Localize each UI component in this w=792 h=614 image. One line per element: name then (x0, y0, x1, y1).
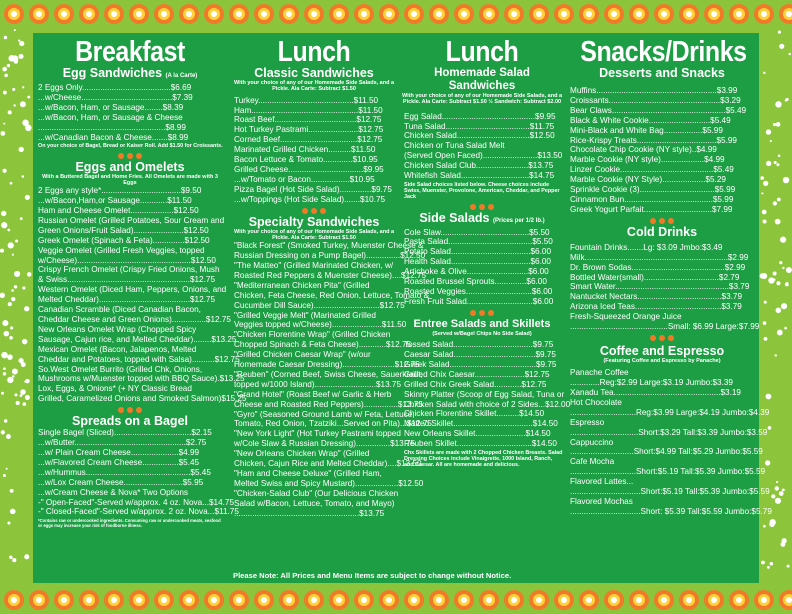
menu-item: 2 Eggs any style*...................................$9.50 (38, 186, 202, 196)
menu-item: ...w/Cream Cheese & Nova* Two Options (38, 487, 189, 497)
menu-item: Russian Omelet (Grilled Potatoes, Sour Cream and (38, 215, 225, 225)
side-salads-title: Side Salads (Prices per 1/2 lb.) (419, 210, 545, 225)
menu-item: Canadian Scramble (Diced Canadian Bacon, (38, 305, 201, 315)
menu-item: ...w/Flavored Cream Cheese................$5.45 (38, 457, 200, 467)
menu-item: ...............................Short: $5.39 Tall:$5.59 Jumbo:$5.79 (570, 506, 772, 516)
menu-panel (33, 33, 772, 583)
menu-item: ............................Short:$4.99 Tall:$5.29 Jumbo:$5.59 (570, 447, 763, 457)
menu-item: Chicken Salad................................$12.50 (404, 131, 555, 141)
divider-dots (567, 335, 757, 341)
menu-item: .............Reg:$2.99 Large:$3.19 Jumbo:$3.39 (570, 378, 733, 388)
menu-item: Linzer Cookie.........................................$5.49 (570, 165, 734, 175)
homemade-salad-list (401, 112, 563, 181)
menu-item: Chicken Salad with choice of 2 Sides...$12.00 (404, 399, 571, 409)
menu-item: Croissants.................................................$3.29 (570, 95, 741, 105)
coffee-espresso-title: Coffee and Espresso (599, 343, 725, 358)
menu-item: ...w/Lox Cream Cheese..........................$5.95 (38, 477, 204, 487)
menu-item: Panache Coffee (570, 368, 629, 378)
menu-item: Melted Cheddar)........................................$12.75 (38, 295, 216, 305)
homemade-salad-note: With your choice of any of our Homemade Side Salads, and a Pickle. Ala Carte: Subtract $1.50 ½ Sandwich: Subtract $2.00 (401, 93, 563, 106)
divider-dots (35, 407, 225, 413)
menu-item: Milk...............................................................$2.99 (570, 252, 749, 262)
menu-item: ..............................Short:$3.29 Tall:$3.39 Jumbo:$3.59 (570, 427, 768, 437)
menu-item: Dr. Brown Sodas.........................................$2.99 (570, 262, 746, 272)
menu-item: Mexican Omelet (Bacon, Jalapenos, Melted (38, 344, 197, 354)
menu-item: ...w/Bacon,Ham,or Sausage............$11.50 (38, 196, 192, 206)
menu-item: Chicken or Tuna Salad Melt (404, 141, 505, 151)
menu-item: Reuben Skillet.................................$14.50 (404, 439, 557, 449)
spreads-list (35, 428, 239, 517)
menu-item: Chocolate Chip Cookie (NY style)..$4.99 (570, 145, 717, 155)
menu-item: Marinated Grilled Chicken..........$11.50 (234, 145, 376, 155)
menu-item: Chicken Florentine Skillet..........$14.50 (404, 409, 545, 419)
menu-item: Bottled Water(small).................................$2.79 (570, 272, 740, 282)
menu-item: Whitefish Salad..............................$14.75 (404, 171, 555, 181)
menu-item: "Black Forest" (Smoked Turkey, Muenster Cheese & (234, 241, 424, 251)
egg-sandwiches-list (35, 83, 225, 142)
menu-item: Xanadu Tea...............................................$3.19 (570, 388, 741, 398)
menu-item: Chicken, Cajun Rice and Melted Cheddar)....$13.50 (234, 459, 422, 469)
cold-drinks-title: Cold Drinks (626, 224, 698, 239)
menu-item: Marble Cookie (NY style)...................$4.99 (570, 155, 725, 165)
footer-note: Please Note: All Prices and Menu Items are subject to change without Notice. (233, 571, 512, 580)
menu-item: Mini-Black and White Bag.................$5.99 (570, 125, 723, 135)
menu-item: Cappuccino (570, 437, 614, 447)
menu-item: Arizona Iced Teas......................................$3.79 (570, 302, 742, 312)
menu-item: .......................................................$13.75 (234, 508, 385, 518)
menu-item: Rice-Krispy Treats...................................$5.99 (570, 135, 737, 145)
menu-item: -" Open-Faced"-Served w/approx. 4 oz. Nova...$14.75 (38, 497, 235, 507)
menu-item: Cafe Mocha (570, 457, 615, 467)
egg-sandwiches-title: Egg Sandwiches (A la Carte) (62, 66, 198, 80)
specialty-sandwiches-title: Specialty Sandwiches (248, 214, 380, 229)
menu-item: Nantucket Nectars.....................................$3.79 (570, 292, 743, 302)
divider-dots (401, 310, 563, 316)
menu-item: ...w/Bacon, Ham, or Sausage & Cheese (38, 112, 183, 122)
menu-item: Veggie Omelet (Grilled Fresh Veggies, topped (38, 245, 205, 255)
raw-food-warning: *Contains raw or undercooked ingredients. Consuming raw or undercooked meats, seafood or eggs may increase your risk of foodborne illness. (38, 518, 221, 529)
menu-item: Grilled Chix Caesar......................$12.75 (404, 369, 550, 379)
menu-item: "New York Light" (Hot Turkey Pastrami topped (234, 429, 401, 439)
menu-item: -" Closed-Faced"-Served w/approx. 2 oz. Nova...$11.75 (38, 507, 239, 517)
snacks-drinks-heading: Snacks/Drinks (580, 36, 747, 68)
menu-item: Mushrooms w/Muenster topped with BBQ Sauce).$13.25 (38, 374, 245, 384)
menu-item: Melted Swiss and Spicy Mustard)...................$12.50 (234, 478, 424, 488)
menu-item: Cheese and Roasted Red Peppers)...............$13.75 (234, 399, 423, 409)
menu-item: "Gyro" (Seasoned Ground Lamb w/ Feta, Lettuce, (234, 409, 415, 419)
menu-item: Roasted Brussel Sprouts..............$6.00 (404, 277, 547, 287)
snacks-drinks-column (567, 33, 772, 583)
eggs-omelets-note: With a Buttered Bagel and Home Fries. All Omelets are made with 3 Eggs (42, 173, 218, 186)
menu-item: Ham and Cheese Omelet...................$12.50 (38, 206, 199, 216)
lunch-heading-1: Lunch (277, 36, 351, 68)
menu-item: Lox, Eggs, & Onions* (+ NY Classic Bread (38, 384, 192, 394)
entree-salads-title: Entree Salads and Skillets (413, 317, 551, 330)
menu-item: Single Bagel (Sliced)..................................$2.15 (38, 428, 212, 438)
menu-item: Caesar Salad....................................$9.75 (404, 350, 556, 359)
menu-item: "Grand Hotel" (Roast Beef w/ Garlic & Herb (234, 389, 392, 399)
lunch-column-2 (401, 33, 571, 583)
menu-item: ...w/Tomato or Bacon.................$10.95 (234, 174, 375, 184)
menu-item: ...............................Short:$5.19 Tall:$5.39 Jumbo:$5.59 (570, 487, 770, 497)
eggs-omelets-list (35, 186, 247, 404)
menu-item: Muffins.....................................................$3.99 (570, 86, 738, 95)
cold-drinks-list (567, 242, 760, 332)
divider-dots (35, 153, 225, 159)
menu-item: Chicken, Feta Cheese, Red Onion, Lettuce, Tomato & (234, 290, 430, 300)
menu-item: Tossed Salad...................................$9.75 (404, 340, 554, 350)
menu-item: Fountain Drinks.......Lg: $3.09 Jmbo:$3.49 (570, 242, 723, 252)
menu-item: Grilled Chix Greek Salad............$12.75 (404, 379, 547, 389)
menu-item: ...w/Cheese........................................$7.39 (38, 92, 193, 102)
divider-dots (231, 208, 397, 214)
menu-item: Egg Salad.........................................$9.95 (404, 111, 556, 121)
menu-item: w/Cheese)..................................................$12.50 (38, 255, 216, 265)
menu-item: So.West Omelet Burrito (Grilled Chk, Onions, (38, 364, 203, 374)
side-salads-list (401, 228, 563, 307)
menu-item: Hot Chocolate (570, 397, 622, 407)
menu-item: Western Omelet (Diced Ham, Peppers, Onions, and (38, 285, 227, 295)
menu-item: topped w/1000 Island)...........................$13.75 (234, 379, 402, 389)
classic-sandwiches-note: With your choice of any of our Homemade Side Salads, and a Pickle. Ala Carte: Subtract $1.50 (233, 80, 395, 93)
classic-sandwiches-list (231, 96, 397, 205)
menu-item: Greek Omelet (Spinach & Feta)..............$12.50 (38, 235, 210, 245)
menu-item: Black & White Cookie...........................$5.49 (570, 115, 731, 125)
menu-item: Roasted Red Peppers & Muenster Cheese)....$12.75 (234, 270, 427, 280)
menu-item: ...w/ Plain Cream Cheese.....................$4.99 (38, 447, 200, 457)
menu-item: (Served Open Faced)........................$13.50 (404, 151, 563, 161)
menu-item: "Ham and Cheese Deluxe" (Grilled Ham, (234, 469, 382, 478)
menu-item: Marble Cookie (NY Style)...................$5.29 (570, 175, 726, 185)
menu-item: ...w/Canadian Bacon & Cheese.......$8.99 (38, 132, 189, 142)
eggs-omelets-title: Eggs and Omelets (75, 159, 185, 174)
menu-item: Veggies topped w/Cheese)......................$11.50 (234, 320, 407, 330)
menu-item: Skinny Platter (Scoop of Egg Salad, Tuna or (404, 389, 565, 399)
menu-item: Greek Salad......................................$9.75 (404, 359, 557, 369)
breakfast-heading: Breakfast (75, 36, 185, 68)
menu-item: New Orleans Omelet Wrap (Chopped Spicy (38, 324, 197, 334)
entree-salads-list (401, 340, 571, 449)
menu-item: ...w/Hummus..............................................$5.45 (38, 467, 211, 477)
menu-item: Bacon Lettuce & Tomato.............$10.95 (234, 155, 378, 165)
menu-item: "Reuben" (Corned Beef, Swiss Cheese, Sauerkraut, (234, 369, 423, 379)
menu-item: Pasta Salad.....................................$5.50 (404, 237, 553, 247)
menu-item: Grilled Cheese.................................$9.95 (234, 164, 384, 174)
menu-item: Pizza Bagel (Hot Side Salad)..............$9.75 (234, 184, 392, 194)
menu-item: "The Matteo" (Grilled Marinated Chicken, w/ (234, 260, 394, 270)
menu-item: Fresh Fruit Salad.............................$6.00 (404, 296, 554, 306)
menu-item: ...w/Toppings (Hot Side Salad).......$10.75 (234, 194, 386, 204)
menu-item: New Orleans Skillet......................$14.50 (404, 429, 551, 439)
menu-item: Sprinkle Cookie (3).................................$5.99 (570, 185, 736, 195)
menu-item: "Chicken Florentine Wrap" (Grilled Chicken (234, 330, 391, 340)
menu-item: "Chicken-Salad Club" (Our Delicious Chicken (234, 488, 399, 498)
menu-item: Grilled, Caramelized Onions and Smoked Salmon)$15.25 (38, 394, 247, 404)
menu-item: Flavored Mochas (570, 497, 633, 507)
menu-item: ...w/Butter.................................................$2.75 (38, 438, 207, 448)
menu-item: ........................................................$8.99 (38, 122, 186, 132)
menu-item: Sausage, Cajun rice, and Melted Cheddar)........$13.25 (38, 334, 237, 344)
menu-item: Health Salad...................................$6.00 (404, 257, 551, 267)
menu-item: Corned Beef..................................$12.75 (234, 135, 383, 145)
menu-item: "Grilled Chicken Caesar Wrap" (w/our (234, 350, 371, 360)
menu-item: Salad w/Bacon, Lettuce, Tomato, and Mayo) (234, 498, 395, 508)
menu-item: Cole Slaw.......................................$5.50 (404, 227, 550, 237)
menu-item: Tuna Salad.....................................$11.75 (404, 121, 555, 131)
menu-item: Roasted Veggies.............................$6.00 (404, 286, 553, 296)
menu-item: .............................Short:$5.19 Tall:$5.39 Jumbo:$5.59 (570, 467, 766, 477)
menu-item: Ham...............................................$11.50 (234, 105, 383, 115)
menu-item: Green Onions/Fruit Salad)......................$12.50 (38, 225, 209, 235)
menu-item: Tomato, Red Onion, Tzatziki...Served on Pita)...$12.75 (234, 419, 432, 429)
menu-item: "Mediterranean Chicken Pita" (Grilled (234, 280, 370, 290)
lunch-column-1 (231, 33, 432, 583)
menu-item: Chopped Spinach & Feta Cheese)............$12.75 (234, 340, 412, 350)
menu-item: Fresh-Squeezed Orange Juice (570, 312, 682, 322)
entree-salads-note: (Served w/Bagel Chips No Side Salad) (432, 330, 532, 337)
menu-item: Smart Water..................................................$3.79 (570, 282, 750, 292)
menu-item: Turkey..........................................$11.50 (234, 95, 379, 105)
menu-item: Russian Dressing on a Pump Bagel)...............$12.50 (234, 251, 426, 261)
menu-item: Artichoke & Olive...........................$6.00 (404, 267, 549, 277)
menu-item: Bear Claws..................................................$5.49 (570, 105, 747, 115)
divider-dots (401, 204, 563, 210)
menu-item: Homemade Caesar Dressing).......................$12.75 (234, 360, 420, 370)
desserts-title: Desserts and Snacks (599, 66, 725, 80)
menu-item: Hot Turkey Pastrami......................$12.75 (234, 125, 384, 135)
menu-item: Chicken Salad Club.......................$13.75 (404, 161, 554, 171)
menu-item: Potato Salad...................................$6.00 (404, 247, 551, 257)
spreads-title: Spreads on a Bagel (71, 414, 188, 429)
side-salad-choices-note: Side Salad choices listed below. Cheese choices include Swiss, Muenster, Provolone, American, Cheddar, and Pepper Jack (404, 181, 560, 201)
menu-item: Flavored Lattes... (570, 477, 634, 487)
homemade-salad-sandwiches-title: Homemade Salad Sandwiches (434, 67, 530, 92)
menu-item: Cucumber Dill Sauce).............................$12.75 (234, 300, 405, 310)
menu-item: Matteo Skillet...................................$14.50 (404, 419, 558, 429)
menu-item: Cinnamon Bun.......................................$5.99 (570, 194, 734, 204)
divider-dots (567, 218, 757, 224)
specialty-sandwiches-list (231, 241, 432, 518)
menu-item: Cheddar and Potatoes, topped with Salsa)..........$12.75 (38, 354, 240, 364)
menu-item: Greek Yogurt Parfait..............................$7.99 (570, 204, 733, 214)
menu-item: Roast Beef....................................$12.75 (234, 115, 382, 125)
specialty-sandwiches-note: With your choice of any of our Homemade Side Salads, and a Pickle. Ala Carte: Subtract $1.50 (233, 228, 395, 241)
breakfast-column (35, 33, 247, 583)
menu-item: w/Cole Slaw & Russian Dressing)...............$13.75 (234, 439, 416, 449)
menu-item: .............................Reg:$3.99 Large:$4.19 Jumbo:$4.39 (570, 407, 770, 417)
desserts-list (567, 86, 757, 215)
coffee-espresso-note: (Featuring Coffee and Espresso by Panache) (603, 357, 721, 364)
lunch-heading-2: Lunch (445, 36, 519, 68)
menu-item: & Swiss......................................................$12.75 (38, 275, 215, 285)
menu-item: Crispy French Omelet (Crispy Fried Onions, Mush (38, 265, 220, 275)
menu-item: Espresso (570, 417, 605, 427)
menu-item: Cheddar Cheese and Green Onions)...............$12.75 (38, 315, 231, 325)
egg-sandwiches-note: On your choice of Bagel, Bread or Kaiser Roll. Add $1.50 for Croissants. (38, 143, 223, 150)
classic-sandwiches-title: Classic Sandwiches (254, 66, 374, 80)
menu-item: ...w/Bacon, Ham, or Sausage........$8.39 (38, 102, 184, 112)
menu-item: "New Orleans Chicken Wrap" (Grilled (234, 449, 370, 459)
menu-item: "Grilled Veggie Melt" (Marinated Grilled (234, 310, 376, 320)
menu-item: ...........................................Small: $6.99 Large:$7.99 (570, 322, 760, 332)
skillet-note: Chx Skillets are made with 2 Chopped Chicken Breasts. Salad Dressing Choices include Vinaigrette, 1000 Island, Ranch, and Caesar. All are homemade and delicious. (404, 450, 563, 469)
coffee-espresso-list (567, 368, 772, 517)
menu-item: 2 Eggs Only.......................................$6.69 (38, 83, 192, 92)
